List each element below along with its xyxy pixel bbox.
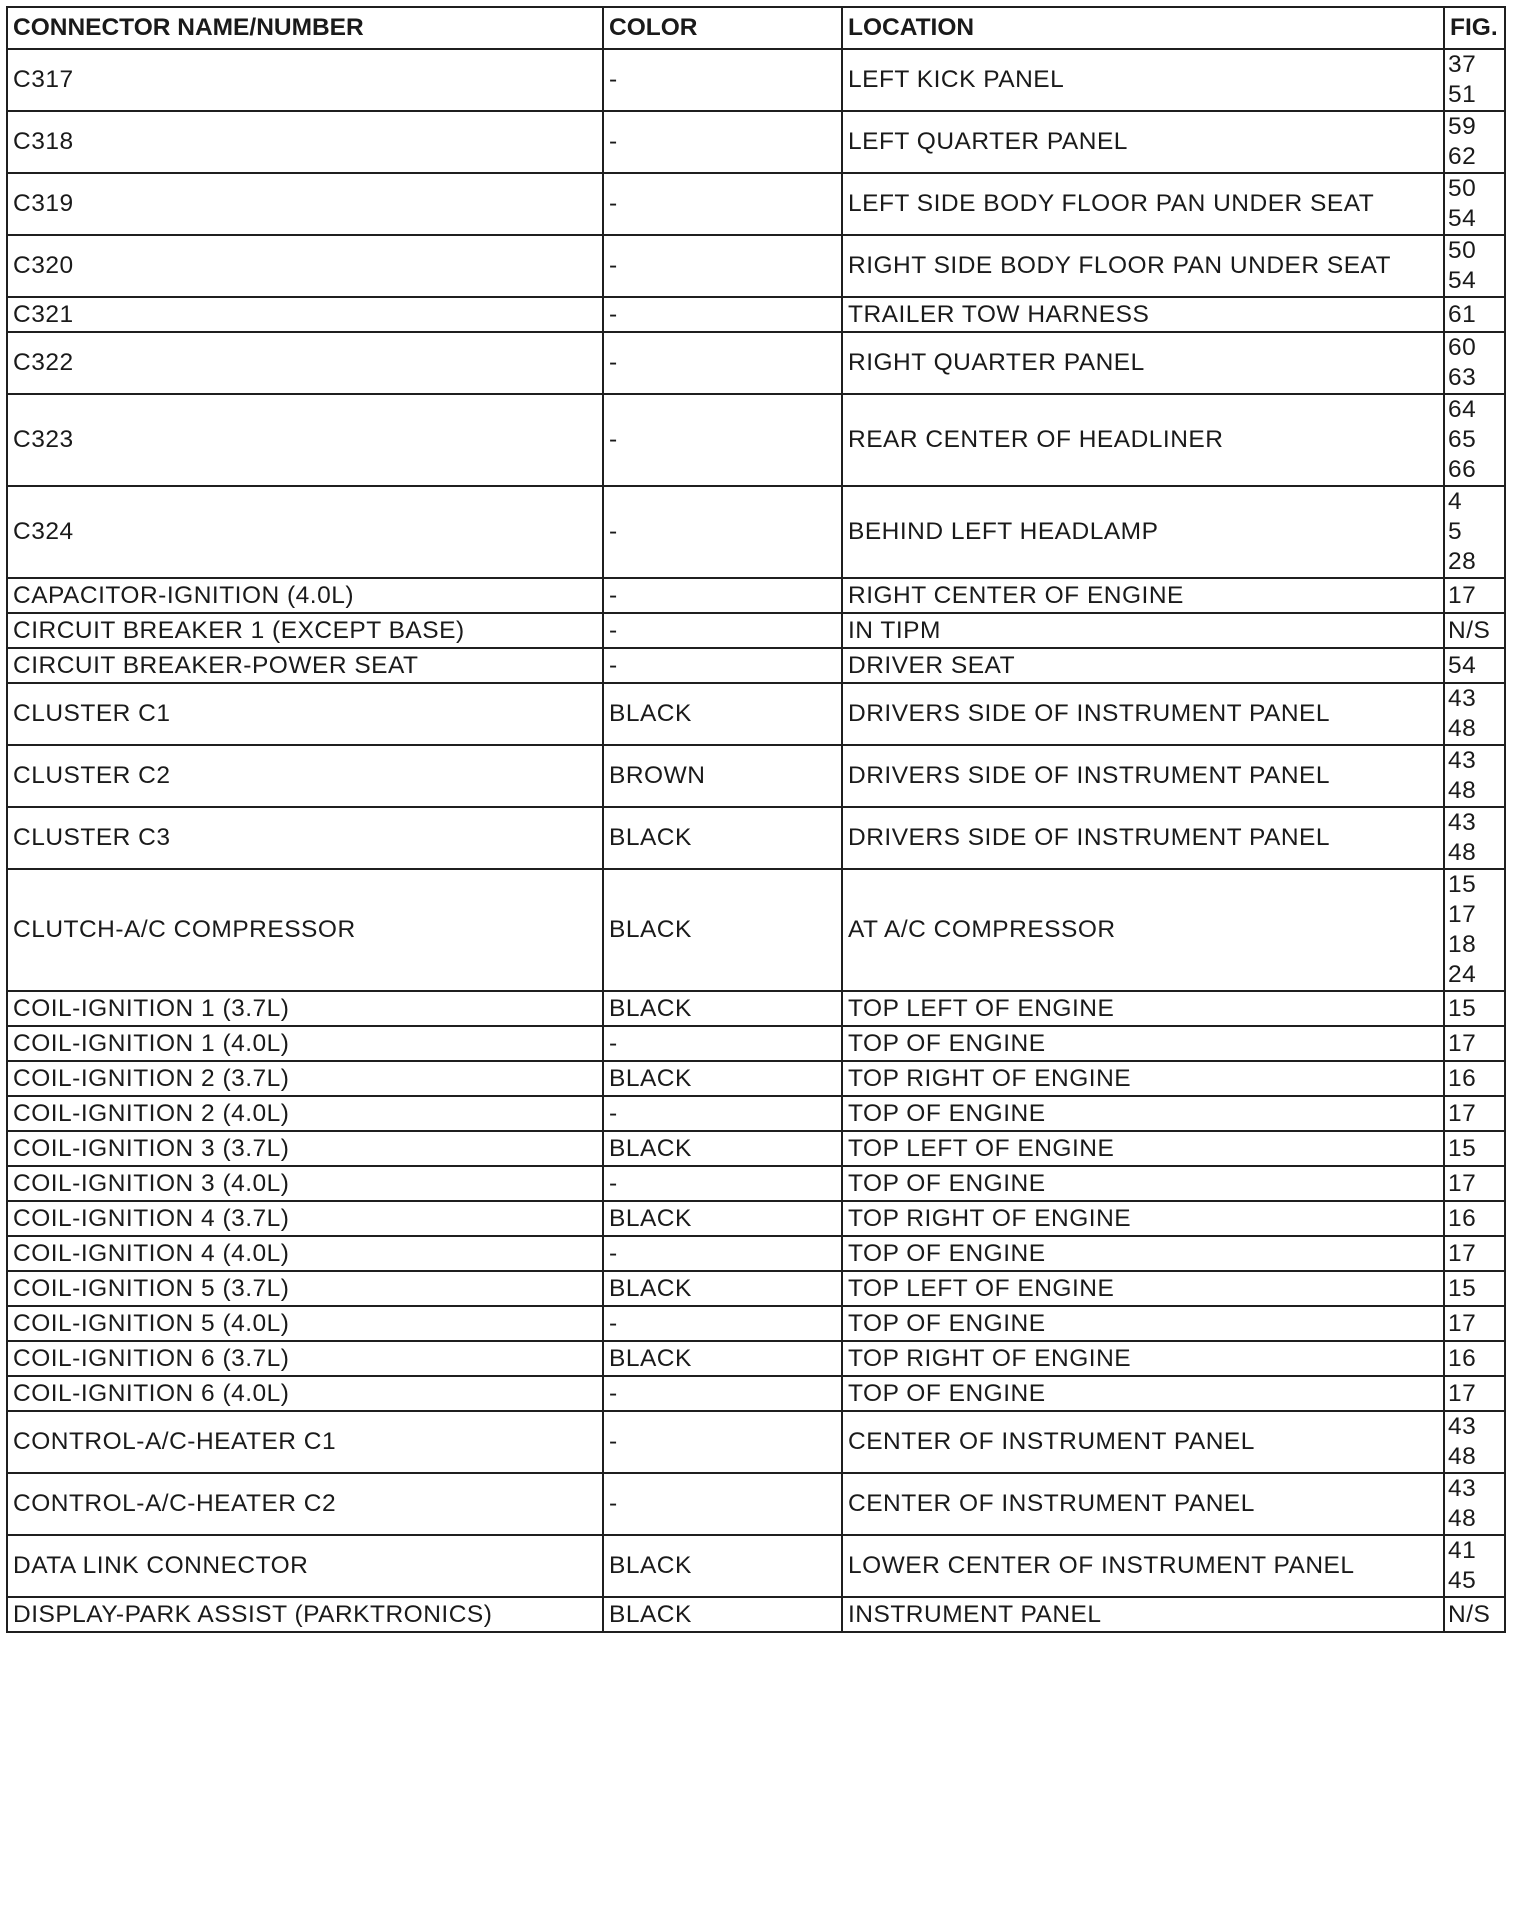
location-cell: DRIVERS SIDE OF INSTRUMENT PANEL: [842, 745, 1444, 807]
fig-cell: [1444, 648, 1505, 683]
location-cell: DRIVER SEAT: [842, 648, 1444, 683]
location-cell: IN TIPM: [842, 613, 1444, 648]
table-row: [7, 869, 1505, 991]
color-cell: BLACK: [603, 683, 842, 745]
location-cell: TOP RIGHT OF ENGINE: [842, 1061, 1444, 1096]
table-row: [7, 648, 1505, 683]
fig-cell: [1444, 1131, 1505, 1166]
connector-name-cell: C322: [7, 332, 603, 394]
color-cell: -: [603, 486, 842, 578]
fig-cell: [1444, 1096, 1505, 1131]
fig-number: 16: [1448, 1344, 1477, 1372]
location-cell: AT A/C COMPRESSOR: [842, 869, 1444, 991]
fig-number: 48: [1448, 1443, 1477, 1470]
fig-cell: [1444, 297, 1505, 332]
connector-name-cell: COIL-IGNITION 4 (4.0L): [7, 1236, 603, 1271]
fig-cell: [1444, 578, 1505, 613]
table-row: [7, 683, 1505, 745]
connector-name-cell: COIL-IGNITION 6 (3.7L): [7, 1341, 603, 1376]
table-row: [7, 111, 1505, 173]
fig-cell: [1444, 111, 1505, 173]
color-cell: BLACK: [603, 1061, 842, 1096]
color-cell: -: [603, 332, 842, 394]
color-cell: -: [603, 1026, 842, 1061]
fig-cell: [1444, 1061, 1505, 1096]
color-cell: -: [603, 173, 842, 235]
fig-number: 17: [1448, 1379, 1477, 1407]
table-row: [7, 49, 1505, 111]
table-row: [7, 235, 1505, 297]
location-cell: TOP OF ENGINE: [842, 1236, 1444, 1271]
connector-name-cell: CONTROL-A/C-HEATER C2: [7, 1473, 603, 1535]
connector-name-cell: C318: [7, 111, 603, 173]
color-cell: BLACK: [603, 869, 842, 991]
fig-number: 43: [1448, 809, 1477, 836]
connector-name-cell: DISPLAY-PARK ASSIST (PARKTRONICS): [7, 1597, 603, 1632]
header-connector-name: CONNECTOR NAME/NUMBER: [7, 7, 603, 49]
header-color: COLOR: [603, 7, 842, 49]
fig-number: 50: [1448, 237, 1477, 264]
connector-name-cell: CIRCUIT BREAKER-POWER SEAT: [7, 648, 603, 683]
color-cell: BLACK: [603, 1201, 842, 1236]
header-location: LOCATION: [842, 7, 1444, 49]
location-cell: CENTER OF INSTRUMENT PANEL: [842, 1411, 1444, 1473]
location-cell: TRAILER TOW HARNESS: [842, 297, 1444, 332]
location-cell: REAR CENTER OF HEADLINER: [842, 394, 1444, 486]
fig-number: 4: [1448, 488, 1463, 515]
location-cell: TOP OF ENGINE: [842, 1026, 1444, 1061]
fig-cell: [1444, 869, 1505, 991]
fig-number: 16: [1448, 1204, 1477, 1232]
table-row: [7, 1473, 1505, 1535]
location-cell: RIGHT QUARTER PANEL: [842, 332, 1444, 394]
fig-number: 17: [1448, 901, 1477, 928]
connector-name-cell: CIRCUIT BREAKER 1 (EXCEPT BASE): [7, 613, 603, 648]
color-cell: -: [603, 1376, 842, 1411]
color-cell: BLACK: [603, 1131, 842, 1166]
location-cell: TOP OF ENGINE: [842, 1166, 1444, 1201]
table-row: [7, 1597, 1505, 1632]
connector-name-cell: COIL-IGNITION 3 (4.0L): [7, 1166, 603, 1201]
location-cell: LEFT QUARTER PANEL: [842, 111, 1444, 173]
fig-cell: [1444, 1535, 1505, 1597]
fig-cell: [1444, 1597, 1505, 1632]
connector-name-cell: COIL-IGNITION 1 (3.7L): [7, 991, 603, 1026]
connector-name-cell: CAPACITOR-IGNITION (4.0L): [7, 578, 603, 613]
fig-number: 43: [1448, 1413, 1477, 1440]
color-cell: -: [603, 578, 842, 613]
fig-number: 65: [1448, 426, 1477, 453]
fig-cell: [1444, 235, 1505, 297]
fig-cell: [1444, 1201, 1505, 1236]
connector-name-cell: C324: [7, 486, 603, 578]
connector-name-cell: COIL-IGNITION 5 (4.0L): [7, 1306, 603, 1341]
location-cell: DRIVERS SIDE OF INSTRUMENT PANEL: [842, 683, 1444, 745]
table-row: [7, 1061, 1505, 1096]
color-cell: BLACK: [603, 1271, 842, 1306]
table-row: [7, 1411, 1505, 1473]
fig-cell: [1444, 1411, 1505, 1473]
color-cell: -: [603, 1411, 842, 1473]
fig-cell: [1444, 173, 1505, 235]
table-row: [7, 1376, 1505, 1411]
color-cell: -: [603, 235, 842, 297]
connector-name-cell: C317: [7, 49, 603, 111]
table-row: [7, 1166, 1505, 1201]
connector-name-cell: COIL-IGNITION 1 (4.0L): [7, 1026, 603, 1061]
fig-number: 17: [1448, 1099, 1477, 1127]
fig-cell: [1444, 807, 1505, 869]
fig-number: 45: [1448, 1567, 1477, 1594]
fig-cell: [1444, 332, 1505, 394]
color-cell: -: [603, 1166, 842, 1201]
location-cell: TOP LEFT OF ENGINE: [842, 1131, 1444, 1166]
location-cell: CENTER OF INSTRUMENT PANEL: [842, 1473, 1444, 1535]
table-header-row: [7, 7, 1505, 49]
header-fig: FIG.: [1444, 7, 1505, 49]
fig-number: 17: [1448, 1029, 1477, 1057]
table-row: [7, 1026, 1505, 1061]
connector-name-cell: CLUSTER C3: [7, 807, 603, 869]
location-cell: LEFT KICK PANEL: [842, 49, 1444, 111]
fig-number: 24: [1448, 961, 1477, 988]
fig-cell: [1444, 991, 1505, 1026]
table-row: [7, 1096, 1505, 1131]
fig-cell: [1444, 49, 1505, 111]
color-cell: BLACK: [603, 1535, 842, 1597]
table-body: [7, 49, 1505, 1632]
fig-number: 15: [1448, 994, 1477, 1022]
fig-number: 18: [1448, 931, 1477, 958]
color-cell: -: [603, 49, 842, 111]
connector-name-cell: C319: [7, 173, 603, 235]
fig-number: 54: [1448, 205, 1477, 232]
fig-number: 17: [1448, 1239, 1477, 1267]
location-cell: TOP LEFT OF ENGINE: [842, 1271, 1444, 1306]
location-cell: RIGHT SIDE BODY FLOOR PAN UNDER SEAT: [842, 235, 1444, 297]
fig-cell: [1444, 1026, 1505, 1061]
fig-cell: [1444, 745, 1505, 807]
fig-cell: [1444, 486, 1505, 578]
fig-number: 15: [1448, 1274, 1477, 1302]
color-cell: -: [603, 1473, 842, 1535]
fig-cell: [1444, 394, 1505, 486]
fig-cell: [1444, 613, 1505, 648]
fig-number: 17: [1448, 1169, 1477, 1197]
table-row: [7, 807, 1505, 869]
fig-number: 54: [1448, 651, 1477, 679]
fig-number: 64: [1448, 396, 1477, 423]
connector-name-cell: CLUTCH-A/C COMPRESSOR: [7, 869, 603, 991]
connector-name-cell: COIL-IGNITION 3 (3.7L): [7, 1131, 603, 1166]
fig-number: 51: [1448, 81, 1477, 108]
color-cell: -: [603, 111, 842, 173]
fig-number: 54: [1448, 267, 1477, 294]
fig-number: 16: [1448, 1064, 1477, 1092]
color-cell: BLACK: [603, 1597, 842, 1632]
connector-name-cell: DATA LINK CONNECTOR: [7, 1535, 603, 1597]
fig-number: 41: [1448, 1537, 1477, 1564]
location-cell: TOP RIGHT OF ENGINE: [842, 1341, 1444, 1376]
location-cell: LEFT SIDE BODY FLOOR PAN UNDER SEAT: [842, 173, 1444, 235]
table-row: [7, 578, 1505, 613]
fig-number: 43: [1448, 1475, 1477, 1502]
connector-name-cell: COIL-IGNITION 2 (4.0L): [7, 1096, 603, 1131]
color-cell: -: [603, 1236, 842, 1271]
fig-number: 48: [1448, 715, 1477, 742]
color-cell: -: [603, 394, 842, 486]
connector-name-cell: CLUSTER C1: [7, 683, 603, 745]
location-cell: TOP OF ENGINE: [842, 1096, 1444, 1131]
connector-name-cell: C321: [7, 297, 603, 332]
color-cell: -: [603, 648, 842, 683]
color-cell: -: [603, 297, 842, 332]
table-row: [7, 613, 1505, 648]
fig-cell: [1444, 1376, 1505, 1411]
table-row: [7, 1271, 1505, 1306]
connector-location-table: [6, 6, 1506, 1633]
fig-number: 61: [1448, 300, 1477, 328]
table-row: [7, 1306, 1505, 1341]
color-cell: BLACK: [603, 807, 842, 869]
table-row: [7, 332, 1505, 394]
fig-number: 63: [1448, 364, 1477, 391]
table-row: [7, 1341, 1505, 1376]
color-cell: BROWN: [603, 745, 842, 807]
location-cell: BEHIND LEFT HEADLAMP: [842, 486, 1444, 578]
location-cell: TOP OF ENGINE: [842, 1306, 1444, 1341]
fig-number: 15: [1448, 1134, 1477, 1162]
fig-cell: [1444, 1473, 1505, 1535]
fig-number: 5: [1448, 518, 1463, 545]
connector-name-cell: CONTROL-A/C-HEATER C1: [7, 1411, 603, 1473]
fig-number: 43: [1448, 685, 1477, 712]
connector-name-cell: C320: [7, 235, 603, 297]
fig-number: N/S: [1448, 1600, 1491, 1628]
connector-name-cell: COIL-IGNITION 6 (4.0L): [7, 1376, 603, 1411]
fig-number: 17: [1448, 581, 1477, 609]
location-cell: RIGHT CENTER OF ENGINE: [842, 578, 1444, 613]
color-cell: -: [603, 1096, 842, 1131]
connector-name-cell: COIL-IGNITION 4 (3.7L): [7, 1201, 603, 1236]
fig-number: 48: [1448, 1505, 1477, 1532]
fig-cell: [1444, 1271, 1505, 1306]
fig-number: 37: [1448, 51, 1477, 78]
table-row: [7, 1131, 1505, 1166]
fig-number: 48: [1448, 777, 1477, 804]
connector-name-cell: COIL-IGNITION 2 (3.7L): [7, 1061, 603, 1096]
table-row: [7, 1201, 1505, 1236]
fig-cell: [1444, 683, 1505, 745]
table-row: [7, 486, 1505, 578]
location-cell: INSTRUMENT PANEL: [842, 1597, 1444, 1632]
fig-number: 62: [1448, 143, 1477, 170]
table-row: [7, 297, 1505, 332]
fig-number: 60: [1448, 334, 1477, 361]
color-cell: BLACK: [603, 991, 842, 1026]
location-cell: LOWER CENTER OF INSTRUMENT PANEL: [842, 1535, 1444, 1597]
fig-number: 43: [1448, 747, 1477, 774]
color-cell: -: [603, 1306, 842, 1341]
connector-name-cell: COIL-IGNITION 5 (3.7L): [7, 1271, 603, 1306]
location-cell: TOP OF ENGINE: [842, 1376, 1444, 1411]
color-cell: BLACK: [603, 1341, 842, 1376]
connector-name-cell: C323: [7, 394, 603, 486]
fig-number: 17: [1448, 1309, 1477, 1337]
fig-cell: [1444, 1306, 1505, 1341]
table-row: [7, 745, 1505, 807]
table-row: [7, 1535, 1505, 1597]
table-row: [7, 1236, 1505, 1271]
location-cell: TOP LEFT OF ENGINE: [842, 991, 1444, 1026]
location-cell: TOP RIGHT OF ENGINE: [842, 1201, 1444, 1236]
fig-number: 15: [1448, 871, 1477, 898]
fig-number: 59: [1448, 113, 1477, 140]
fig-number: 50: [1448, 175, 1477, 202]
fig-number: 48: [1448, 839, 1477, 866]
table-row: [7, 394, 1505, 486]
connector-name-cell: CLUSTER C2: [7, 745, 603, 807]
fig-number: N/S: [1448, 616, 1491, 644]
table-row: [7, 173, 1505, 235]
fig-number: 28: [1448, 548, 1477, 575]
location-cell: DRIVERS SIDE OF INSTRUMENT PANEL: [842, 807, 1444, 869]
fig-number: 66: [1448, 456, 1477, 483]
fig-cell: [1444, 1236, 1505, 1271]
fig-cell: [1444, 1341, 1505, 1376]
fig-cell: [1444, 1166, 1505, 1201]
table-row: [7, 991, 1505, 1026]
color-cell: -: [603, 613, 842, 648]
